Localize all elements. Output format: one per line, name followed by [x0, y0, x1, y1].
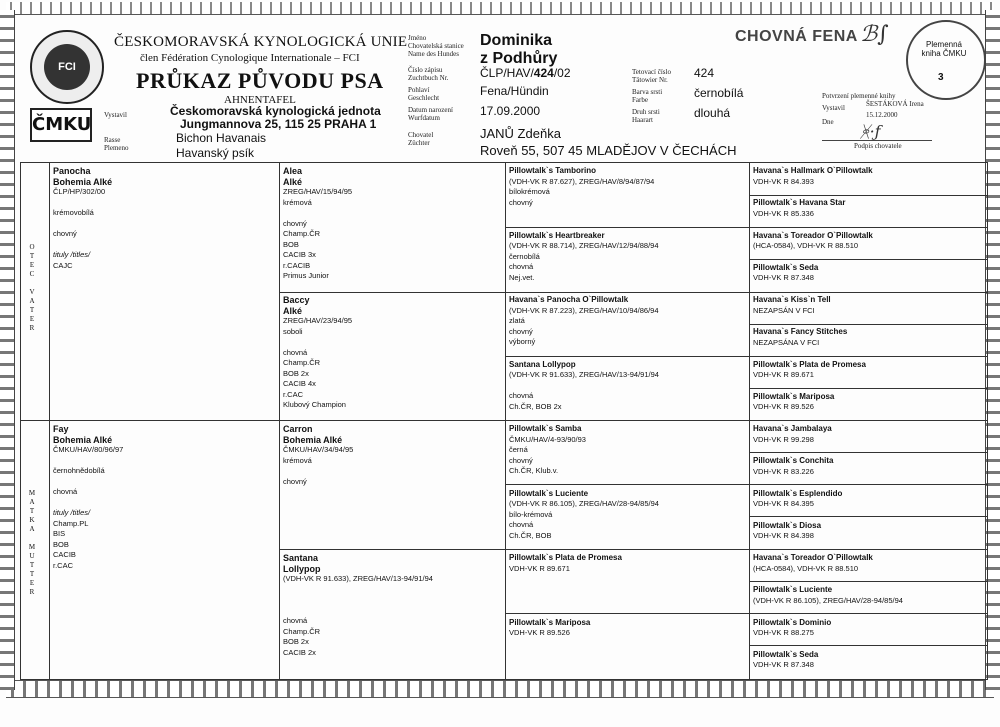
- confirm-date-label: Dne: [822, 118, 834, 126]
- ancestor-detail: BOB: [283, 239, 299, 249]
- ancestor-detail: chovná: [509, 391, 534, 400]
- breeder-address: Roveň 55, 507 45 MLADĚJOV V ČECHÁCH: [480, 143, 737, 158]
- ancestor-reg: VDH-VK R 84.398: [753, 531, 814, 541]
- ancestor-cell: [753, 327, 983, 348]
- row-divider-e7: [505, 613, 987, 614]
- ancestor-detail: bílo-krémová: [509, 509, 553, 519]
- doc-title-de: AHNENTAFEL: [224, 94, 296, 106]
- side-letter: O: [29, 243, 35, 251]
- side-letter: [27, 534, 37, 543]
- coat-value: dlouhá: [694, 106, 731, 120]
- ancestor-detail: bílokrémová: [509, 187, 550, 196]
- col-divider-0: [49, 163, 50, 679]
- ancestor-detail: černá: [509, 445, 528, 454]
- ancestor-cell: [283, 166, 501, 282]
- ancestor-name: Havana`s Toreador O`Pillowtalk: [753, 553, 873, 562]
- row-divider-s3: [749, 259, 987, 260]
- ancestor-name: Pillowtalk`s Seda: [753, 262, 819, 272]
- coat-label: Druh srsti Haarart: [632, 108, 660, 124]
- ancestor-detail: [53, 198, 273, 209]
- ancestor-name: Havana`s Jambalaya: [753, 424, 832, 433]
- confirm-label: Potvrzení plemenné knihy: [822, 92, 896, 100]
- ancestor-name: Pillowtalk`s Seda: [753, 649, 819, 659]
- side-letter: R: [29, 324, 35, 332]
- ancestor-cell: [753, 585, 983, 606]
- row-divider-e1: [505, 227, 987, 228]
- breed-value-1: Bichon Havanais: [176, 131, 267, 145]
- ancestor-cell: [753, 166, 983, 187]
- ancestor-name: Alké: [283, 305, 303, 316]
- ancestor-name: Pillowtalk`s Mariposa: [753, 391, 835, 401]
- fci-line: člen Fédération Cynologique Internationale – FCI: [140, 52, 360, 64]
- ancestor-detail: soboli: [283, 326, 303, 336]
- ancestor-detail: r.CACIB: [283, 260, 311, 270]
- ancestor-detail: černohnědobílá: [53, 466, 105, 475]
- ancestor-reg: VDH-VK R 84.393: [753, 176, 814, 186]
- ancestor-name: Pillowtalk`s Havana Star: [753, 198, 846, 208]
- ancestor-reg: (HCA-0584), VDH-VK R 88.510: [753, 563, 859, 573]
- ancestor-detail: BOB 2x: [283, 637, 309, 646]
- row-divider-q1: [279, 292, 987, 293]
- ancestor-detail: [283, 585, 501, 596]
- row-divider-e3: [505, 356, 987, 357]
- ancestor-reg: VDH-VK R 99.298: [753, 434, 814, 444]
- ancestor-name: Pillowtalk`s Diosa: [753, 520, 822, 530]
- ancestor-cell: [753, 392, 983, 413]
- ancestor-detail: [283, 466, 501, 477]
- ancestor-detail: CACIB 2x: [283, 647, 316, 657]
- breeder-name: JANŮ Zdeňka: [480, 126, 561, 141]
- reg-number: 424: [533, 66, 554, 80]
- reg-prefix: ČLP/HAV/: [480, 66, 534, 80]
- fci-logo: [30, 30, 104, 104]
- ancestor-name: Pillowtalk`s Plata de Promesa: [509, 553, 622, 562]
- ancestor-cell: [509, 166, 745, 208]
- issued-label: Vystavil: [104, 111, 127, 119]
- ancestor-name: Santana: [283, 553, 319, 563]
- name-label: Jméno Chovatelská stanice Name des Hundes: [408, 34, 464, 58]
- signature-line: [822, 140, 932, 141]
- ancestor-name: Pillowtalk`s Dominio: [753, 617, 832, 627]
- ancestor-reg: VDH-VK R 88.275: [753, 628, 814, 637]
- ancestor-detail: (VDH-VK R 87.627), ZREG/HAV/8/94/87/94: [509, 176, 655, 186]
- ancestor-name: Bohemia Alké: [283, 434, 343, 445]
- side-letter: M: [28, 489, 36, 497]
- ancestor-detail: CACIB 4x: [283, 379, 316, 388]
- ancestor-reg: VDH-VK R 89.671: [753, 370, 814, 379]
- ancestor-name: Havana`s Toreador O`Pillowtalk: [753, 230, 873, 240]
- col-divider-3: [749, 163, 750, 679]
- ancestor-detail: r.CAC: [283, 389, 304, 399]
- ancestor-cell: [283, 295, 501, 411]
- ancestor-reg: NEZAPSÁN V FCI: [753, 305, 815, 315]
- ancestor-cell: [753, 618, 983, 639]
- row-divider-half: [21, 420, 987, 421]
- side-letter: [27, 279, 37, 288]
- ancestor-name: Havana`s Fancy Stitches: [753, 327, 848, 337]
- reg-label: Číslo zápisu Zuchtbuch Nr.: [408, 66, 449, 82]
- ancestor-name: Pillowtalk`s Tamborino: [509, 166, 596, 175]
- ancestor-cell: [53, 424, 273, 571]
- ancestor-detail: Primus Junior: [283, 271, 329, 280]
- ancestor-detail: VDH-VK R 89.671: [509, 563, 570, 573]
- ancestor-detail: (VDH-VK R 87.223), ZREG/HAV/10/94/86/94: [509, 305, 659, 315]
- breed-label: Rasse Plemeno: [104, 136, 129, 152]
- ancestor-detail: chovný: [53, 229, 77, 238]
- ancestor-detail: krémová: [283, 197, 312, 207]
- pedigree-table: [20, 162, 988, 680]
- ancestor-detail: Ch.ČR, Klub.v.: [509, 466, 559, 475]
- ancestor-cell: [753, 295, 983, 316]
- studbook-stamp-text: Plemenná kniha ČMKU: [921, 40, 967, 58]
- ancestor-cell: [509, 424, 745, 477]
- ancestor-detail: ČLP/HP/302/00: [53, 187, 106, 196]
- ancestor-name: Pillowtalk`s Luciente: [753, 585, 833, 595]
- dog-name-1: Dominika: [480, 32, 553, 49]
- studbook-stamp: [906, 20, 986, 100]
- ancestor-name: Pillowtalk`s Esplendido: [753, 488, 843, 498]
- color-label: Barva srsti Farbe: [632, 88, 663, 104]
- ancestor-detail: výborný: [509, 337, 536, 346]
- ancestor-cell: [509, 553, 745, 574]
- ancestor-cell: [53, 166, 273, 271]
- side-letter: T: [29, 561, 35, 569]
- row-divider-s13: [749, 581, 987, 582]
- ancestor-detail: [283, 595, 501, 606]
- ancestor-detail: (VDH-VK R 91.633), ZREG/HAV/13-94/91/94: [283, 574, 433, 583]
- ancestor-detail: (VDH-VK R 91.633), ZREG/HAV/13-94/91/94: [509, 370, 659, 379]
- ancestor-cell: [509, 231, 745, 284]
- sex-label: Pohlaví Geschlecht: [408, 86, 440, 102]
- ancestor-detail: r.CAC: [53, 560, 74, 570]
- ancestor-detail: ČMKU/HAV/34/94/95: [283, 445, 354, 454]
- ancestor-detail: chovný: [509, 455, 533, 465]
- ancestor-cell: [509, 360, 745, 413]
- row-divider-s11: [749, 516, 987, 517]
- ancestor-detail: Champ.ČR: [283, 626, 321, 636]
- ancestor-detail: [53, 456, 273, 467]
- ancestor-detail: Ch.ČR, BOB: [509, 530, 552, 540]
- ancestor-reg: VDH-VK R 85.336: [753, 208, 814, 218]
- ancestor-detail: (VDH-VK R 86.105), ZREG/HAV/28-94/85/94: [509, 499, 659, 508]
- ancestor-detail: chovný: [509, 197, 533, 207]
- ancestor-detail: VDH-VK R 89.526: [509, 628, 570, 637]
- border-bottom: [6, 680, 994, 698]
- stamp-signature: ℬ∫: [860, 22, 889, 47]
- org-name: ČESKOMORAVSKÁ KYNOLOGICKÁ UNIE: [114, 34, 408, 50]
- ancestor-reg: NEZAPSÁNA V FCI: [753, 337, 820, 347]
- side-letter: T: [29, 570, 35, 578]
- side-letter: A: [29, 498, 35, 506]
- ancestor-detail: [53, 219, 273, 230]
- ancestor-detail: Champ.ČR: [283, 358, 321, 367]
- side-letter: K: [29, 516, 35, 524]
- row-divider-s15: [749, 645, 987, 646]
- ancestor-detail: [53, 498, 273, 509]
- color-value: černobílá: [694, 86, 744, 100]
- reg-suffix: /02: [553, 66, 571, 80]
- ancestor-detail: chovný: [283, 218, 307, 228]
- ancestor-reg: VDH-VK R 84.395: [753, 499, 814, 508]
- ancestor-name: Havana`s Kiss`n Tell: [753, 295, 831, 304]
- ancestor-name: Alea: [283, 166, 303, 176]
- ancestor-detail: tituly /titles/: [53, 508, 91, 517]
- ancestor-name: Baccy: [283, 295, 310, 305]
- ancestor-detail: chovná: [283, 347, 308, 357]
- breeder-label: Chovatel Züchter: [408, 131, 434, 147]
- reg-value: [480, 66, 571, 80]
- ancestor-detail: Ch.ČR, BOB 2x: [509, 401, 562, 411]
- ancestor-detail: [283, 208, 501, 219]
- confirm-date: 15.12.2000: [866, 111, 898, 119]
- ancestor-cell: [753, 231, 983, 252]
- issuer: Českomoravská kynologická jednota: [170, 104, 381, 118]
- ancestor-detail: černobílá: [509, 251, 540, 261]
- dob-value: 17.09.2000: [480, 104, 541, 118]
- ancestor-name: Pillowtalk`s Mariposa: [509, 617, 591, 627]
- studbook-stamp-number: 3: [938, 72, 944, 83]
- cmku-logo: ČMKU: [30, 108, 92, 142]
- ancestor-detail: ČMKU/HAV/4-93/90/93: [509, 434, 586, 444]
- confirm-issued-label: Vystavil: [822, 104, 845, 112]
- col-divider-2: [505, 163, 506, 679]
- col-divider-1: [279, 163, 280, 679]
- fci-logo-text: FCI: [44, 44, 90, 90]
- ancestor-detail: [283, 337, 501, 348]
- ancestor-detail: ČMKU/HAV/80/96/97: [53, 445, 124, 454]
- ancestor-detail: ZREG/HAV/23/94/95: [283, 316, 353, 325]
- signature-label: Podpis chovatele: [854, 142, 902, 150]
- ancestor-reg: VDH-VK R 87.348: [753, 660, 814, 670]
- ancestor-name: Pillowtalk`s Conchita: [753, 456, 834, 466]
- side-letter: M: [28, 543, 36, 551]
- side-letter: T: [29, 306, 35, 314]
- ancestor-detail: [283, 606, 501, 617]
- ancestor-cell: [753, 521, 983, 542]
- ancestor-detail: tituly /titles/: [53, 250, 91, 259]
- ancestor-detail: chovná: [53, 487, 78, 496]
- ancestor-cell: [753, 360, 983, 381]
- ancestor-name: Lollypop: [283, 563, 321, 574]
- ancestor-detail: chovný: [509, 326, 533, 336]
- row-divider-s1: [749, 195, 987, 196]
- ancestor-cell: [283, 424, 501, 487]
- ancestor-name: Fay: [53, 424, 69, 434]
- ancestor-detail: Nej.vet.: [509, 272, 535, 282]
- ancestor-name: Pillowtalk`s Samba: [509, 424, 582, 433]
- ancestor-name: Pillowtalk`s Luciente: [509, 488, 589, 498]
- side-letter: C: [29, 270, 35, 278]
- ancestor-name: Pillowtalk`s Plata de Promesa: [753, 359, 866, 369]
- ancestor-detail: CAJC: [53, 260, 73, 270]
- ancestor-detail: Champ.ČR: [283, 229, 321, 238]
- doc-title: PRŮKAZ PŮVODU PSA: [136, 68, 384, 93]
- breeding-female-stamp: CHOVNÁ FENA: [735, 28, 858, 45]
- ancestor-detail: zlatá: [509, 316, 525, 325]
- sex-value: Fena/Hündin: [480, 84, 549, 98]
- tattoo-value: 424: [694, 66, 715, 80]
- side-letter: T: [29, 252, 35, 260]
- ancestor-reg: (VDH-VK R 86.105), ZREG/HAV/28-94/85/94: [753, 595, 903, 605]
- ancestor-detail: (VDH-VK R 88.714), ZREG/HAV/12/94/88/94: [509, 241, 659, 250]
- ancestor-detail: CACIB 3x: [283, 250, 316, 259]
- ancestor-cell: [753, 553, 983, 574]
- ancestor-detail: Champ.PL: [53, 518, 89, 528]
- ancestor-name: Carron: [283, 424, 313, 434]
- side-letter: E: [29, 579, 35, 587]
- ancestor-detail: chovná: [283, 616, 308, 625]
- ancestor-cell: [753, 650, 983, 671]
- ancestor-detail: [53, 477, 273, 488]
- ancestor-detail: krémovobílá: [53, 208, 94, 217]
- side-letter: T: [29, 507, 35, 515]
- side-letter: A: [29, 525, 35, 533]
- ancestor-detail: BOB: [53, 539, 69, 549]
- side-letter: E: [29, 315, 35, 323]
- ancestor-detail: [509, 381, 745, 392]
- ancestor-reg: VDH-VK R 89.526: [753, 402, 814, 412]
- ancestor-detail: BIS: [53, 529, 66, 538]
- ancestor-detail: ZREG/HAV/15/94/95: [283, 187, 353, 196]
- ancestor-cell: [509, 618, 745, 639]
- side-letter: A: [29, 297, 35, 305]
- border-left: [0, 10, 15, 690]
- ancestor-detail: chovná: [509, 262, 534, 271]
- ancestor-cell: [753, 198, 983, 219]
- dog-name-2: z Podhůry: [480, 50, 558, 67]
- side-letter: E: [29, 261, 35, 269]
- ancestor-reg: VDH-VK R 87.348: [753, 273, 814, 283]
- breed-value-2: Havanský psík: [176, 146, 255, 160]
- ancestor-name: Alké: [283, 176, 303, 187]
- ancestor-cell: [753, 263, 983, 284]
- row-divider-q3: [279, 549, 987, 550]
- ancestor-detail: CACIB: [53, 550, 76, 559]
- issuer-address: Jungmannova 25, 115 25 PRAHA 1: [180, 117, 377, 131]
- ancestor-name: Panocha: [53, 166, 91, 176]
- ancestor-detail: [53, 240, 273, 251]
- tattoo-label: Tetovací číslo Tätowier Nr.: [632, 68, 671, 84]
- ancestor-cell: [283, 553, 501, 658]
- father-side-label: [27, 243, 37, 333]
- row-divider-s9: [749, 452, 987, 453]
- ancestor-cell: [509, 295, 745, 348]
- ancestor-cell: [753, 489, 983, 510]
- side-letter: R: [29, 588, 35, 596]
- border-top: [6, 2, 994, 15]
- ancestor-cell: [753, 424, 983, 445]
- ancestor-cell: [509, 489, 745, 542]
- side-letter: U: [29, 552, 35, 560]
- mother-side-label: [27, 489, 37, 597]
- ancestor-detail: Klubový Champion: [283, 400, 346, 409]
- ancestor-name: Havana`s Panocha O`Pillowtalk: [509, 295, 629, 304]
- ancestor-detail: BOB 2x: [283, 368, 309, 378]
- row-divider-s5: [749, 324, 987, 325]
- ancestor-name: Bohemia Alké: [53, 434, 113, 445]
- ancestor-detail: krémová: [283, 455, 312, 465]
- dob-label: Datum narození Wurfdatum: [408, 106, 453, 122]
- ancestor-detail: chovná: [509, 520, 534, 529]
- ancestor-reg: (HCA-0584), VDH-VK R 88.510: [753, 241, 859, 250]
- row-divider-e5: [505, 484, 987, 485]
- row-divider-s7: [749, 388, 987, 389]
- ancestor-name: Santana Lollypop: [509, 359, 576, 369]
- side-letter: V: [29, 288, 35, 296]
- breeder-signature: ᚸ·ƒ: [860, 122, 881, 141]
- ancestor-cell: [753, 456, 983, 477]
- ancestor-detail: chovný: [283, 476, 307, 486]
- confirm-issued-by: ŠESTÁKOVÁ Irena: [866, 100, 924, 108]
- ancestor-name: Pillowtalk`s Heartbreaker: [509, 230, 605, 240]
- ancestor-name: Havana`s Hallmark O`Pillowtalk: [753, 166, 873, 175]
- ancestor-reg: VDH-VK R 83.226: [753, 466, 814, 476]
- ancestor-name: Bohemia Alké: [53, 176, 113, 187]
